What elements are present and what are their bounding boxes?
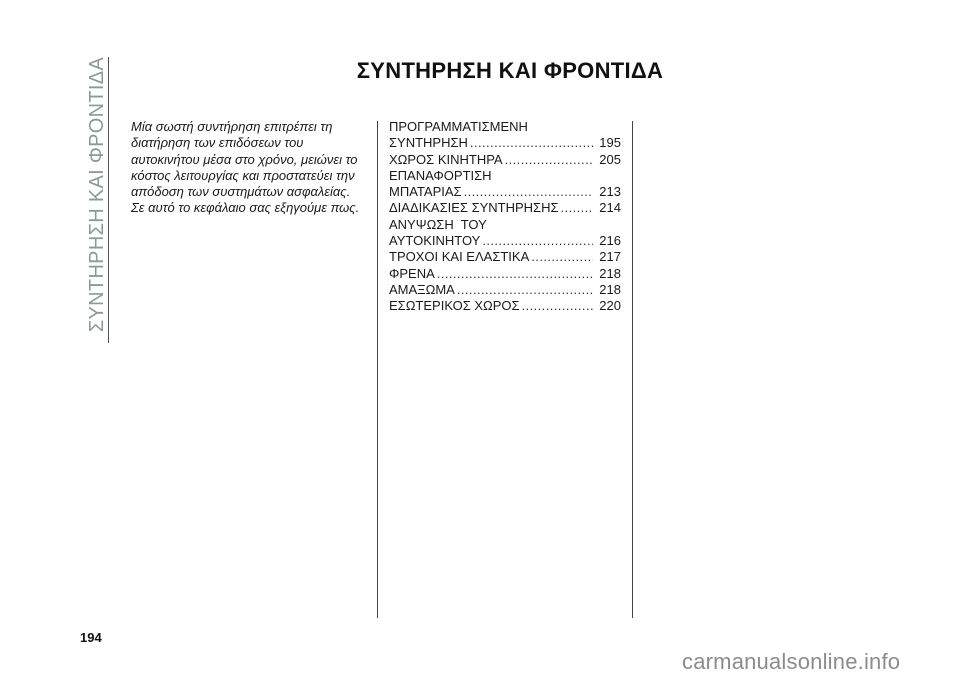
intro-paragraph: Μία σωστή συντήρηση επιτρέπει τη διατήρηση των επιδόσεων του αυτοκινήτου μέσα στο χρόνο, μειώνει το κόστος λειτουργίας και προστατεύει την απόδοση των συστημάτων ασφαλείας. <box>131 119 358 200</box>
toc-item-prefix: ΕΠΑΝΑΦΟΡΤΙΣΗ <box>389 167 492 183</box>
table-of-contents <box>389 119 621 315</box>
toc-leader-dots <box>482 233 593 249</box>
toc-leader-dots <box>457 282 593 298</box>
toc-item-label: ΣΥΝΤΗΡΗΣΗ <box>389 135 468 151</box>
toc-leader-dots <box>505 152 593 168</box>
intro-paragraph: Σε αυτό το κεφάλαιο σας εξηγούμε πως. <box>131 200 360 216</box>
toc-item-brakes[interactable] <box>389 266 621 282</box>
side-chapter-title: ΣΥΝΤΗΡΗΣΗ ΚΑΙ ΦΡΟΝΤΙΔΑ <box>86 57 108 333</box>
toc-item-prefix: ΠΡΟΓΡΑΜΜΑΤΙΣΜΕΝΗ <box>389 119 528 134</box>
page-number: 194 <box>80 630 102 645</box>
toc-item-label: ΧΩΡΟΣ ΚΙΝΗΤΗΡΑ <box>389 151 503 167</box>
column-divider-right <box>632 121 633 618</box>
toc-item-page: 216 <box>599 233 621 249</box>
toc-item-label: ΜΠΑΤΑΡΙΑΣ <box>389 184 462 200</box>
toc-leader-dots <box>464 184 593 200</box>
toc-item-lifting-vehicle[interactable] <box>389 217 621 250</box>
toc-item-engine-compartment[interactable] <box>389 152 621 168</box>
toc-item-label: ΑΜΑΞΩΜΑ <box>389 281 455 297</box>
toc-leader-dots <box>522 298 593 314</box>
side-chapter-tab <box>86 57 108 343</box>
toc-item-page: 205 <box>599 151 621 167</box>
column-divider-left <box>377 121 378 618</box>
toc-leader-dots <box>531 249 593 265</box>
toc-item-page: 214 <box>599 200 621 216</box>
toc-item-label: ΦΡΕΝΑ <box>389 265 435 281</box>
toc-item-wheels-tyres[interactable] <box>389 249 621 265</box>
toc-item-label: ΔΙΑΔΙΚΑΣΙΕΣ ΣΥΝΤΗΡΗΣΗΣ <box>389 200 559 216</box>
toc-item-scheduled-maintenance[interactable] <box>389 119 621 152</box>
toc-item-page: 220 <box>599 298 621 314</box>
toc-item-page: 217 <box>599 249 621 265</box>
toc-item-label: ΕΣΩΤΕΡΙΚΟΣ ΧΩΡΟΣ <box>389 298 520 314</box>
page-title: ΣΥΝΤΗΡΗΣΗ ΚΑΙ ΦΡΟΝΤΙΔΑ <box>356 58 664 83</box>
toc-item-page: 213 <box>599 184 621 200</box>
toc-leader-dots <box>561 200 593 216</box>
toc-item-bodywork[interactable] <box>389 282 621 298</box>
toc-item-maintenance-procedures[interactable] <box>389 200 621 216</box>
toc-item-page: 195 <box>599 135 621 151</box>
watermark: carmanualsonline.info <box>682 649 901 674</box>
toc-item-prefix: ΑΝΥΨΩΣΗ ΤΟΥ <box>389 216 487 232</box>
toc-item-page: 218 <box>599 265 621 281</box>
toc-leader-dots <box>470 135 593 151</box>
intro-text <box>131 119 371 217</box>
toc-item-page: 218 <box>599 281 621 297</box>
toc-item-battery-recharging[interactable] <box>389 168 621 201</box>
side-tab-divider <box>108 57 109 343</box>
toc-item-label: ΤΡΟΧΟΙ ΚΑΙ ΕΛΑΣΤΙΚΑ <box>389 249 530 265</box>
toc-item-interior[interactable] <box>389 298 621 314</box>
toc-leader-dots <box>437 266 593 282</box>
toc-item-label: ΑΥΤΟΚΙΝΗΤΟΥ <box>389 233 481 249</box>
